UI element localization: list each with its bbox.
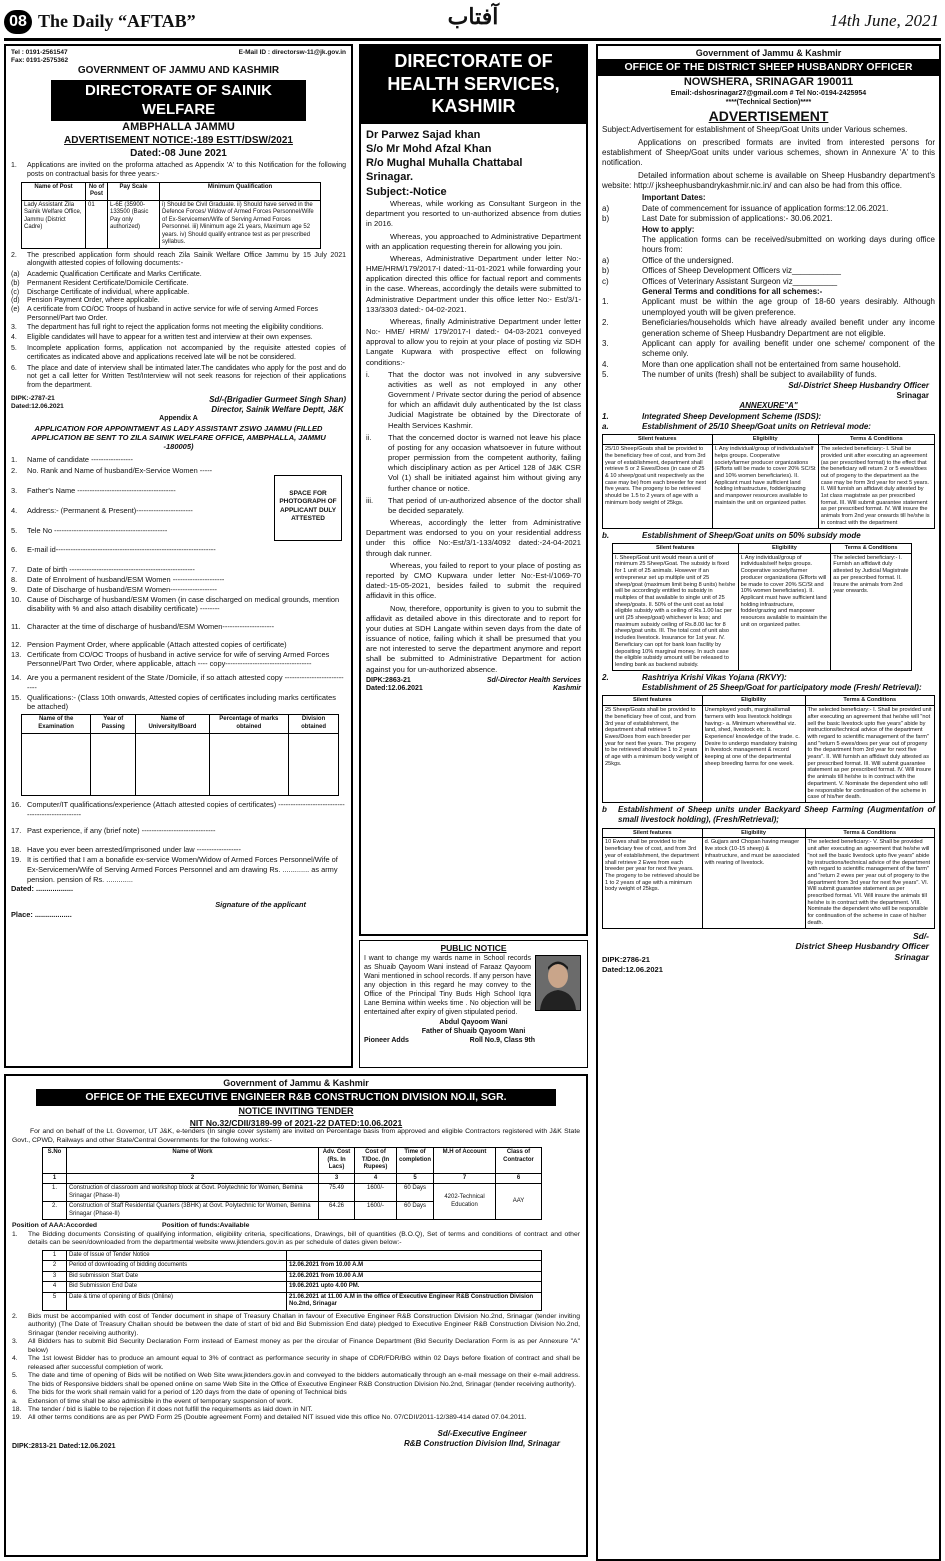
field-discharge: Date of Discharge of husband/ESM Women------------------- (27, 584, 217, 594)
works-class: AAY (496, 1184, 542, 1220)
sheep-husbandry-ad: Government of Jammu & Kashmir OFFICE OF THE DISTRICT SHEEP HUSBANDRY OFFICER NOWSHERA, SRINAGAR 190011 Email:-dshosrinagar27@gmail.com # Tel No:-0194-2425954 ****(Technical Section)**** ADVERTISEMENT Subject:Advertisement for establishment of Sheep/Goat Units under Various schemes. Applications on prescribed formats are invited from interested persons for establishment of Sheep/Goat units under various schemes, shown in Annexure 'A' to this notification. Detailed information about scheme is available on Sheep Husbandry department's website: http:// jksheephusbandrykashmir.nic.in/ and can also be had from this office. Important Dates: a) Date of commencement for issuance of application forms:12.06.2021. b) Last Date for submission of applications:- 30.06.2021. How to apply: The application forms can be received/submitted on working days during office hours from: a) Office of the undersigned. b) Offices of Sheep Development Officers viz___________ c) Offices of Veterinary Assistant Surgeon viz__________ General Terms and conditions for all schemes:- 1. Applicant must be within the age group of 18-60 years desirably. Although unemployed youth will be given preference. 2. Beneficiaries/households which have already availed benefit under any income generation scheme of Sheep Husbandry Department are not eligible. 3. Applicant can apply for availing benefit under one scheme/ component of the scheme only. 4. More than one application shall not be entertained from same household. 5. The number of units (fresh) shall be subject to availability of funds. Sd/-District Sheep Husbandry Officer Srinagar ANNEXURE"A" 1. Integrated Sheep Development Scheme (ISDS): a. Establishment of 25/10 Sheep/Goat units on Retrieval mode: Silent features Eligibility Terms & Conditions 25/10 Sheep/Goats shall be provided to the beneficiary free of cost, and from 3rd year of establishment, department shall retrieve 5 or 2 Ewes/Does (in case of 25 & 10 sheep/goat unit respectively as the case may be) from each breeder for next five years. The progeny to be retrieved should be 1.5 to 2 years of age with a minimum body weight of 25kgs. I. Any individual/group of individuals/self helps groups. Cooperative society/farmer producer organizations (Efforts will be made to cover 20% SC/St and 10% women beneficiaries). II. Applicant must have sufficient land holding infrastructure, fodder/grazing and manpower resources available to maintain the unit on organized patter. The selected beneficiary:- I. Shall be provided unit after executing an agreement (as per prescribed format) to the effect that the beneficiary will return 2 or 5 ewes/does out of progeny to the department as the case may be form 3rd year for next 5 years. II. Will furnish an affidavit duly attested by 1st class magistrate as per prescribed format. III. Will submit guarantee statement as per prescribed format. IV. Will insure the animals from 2nd year onwards till he/she is in contract with the department b. Establishment of Sheep/Goat units on 50% subsidy mode Silent features Eligibility Terms & Conditions I. Sheep/Goat unit would mean a unit of minimum 25 Sheep/Goat. The subsidy is fixed for 1 unit of 25 animals. However if an entrepreneur set up multiple unit of 25 sheep/goat (maximum limit being 8 units) he/she will be accordingly entitled to subsidy in multiples of that available to single unit of 25 sheep/goats. II. 50% of the unit cost as total eligible subsidy with a ceiling of Rs.1.00 lac per unit (25 sheep/goat) whichever is less; and maximum subsidy ceiling of Rs.8.00 lac for 8 sheep/goat units. III. The total cost of unit also includes livestock. Insurance for 1st year. IV. Beneficiary can opt for bank loan facility by depositing 10% marginal money. In such case the eligible subsidy amount will be released to lending bank as backend subsidy. I. Any individual/group of individuals/self helps groups. Cooperative society/farmer producer organizations (Efforts will be made to cover 20% SC/St and 10% women beneficiaries). II. Applicant must have sufficient land holding infrastructure, fodder/grazing and manpower resources available to maintain the unit on organized patter. The selected beneficiary:- I. Furnish an affidavit duly attested by Judicial Magistrate as per prescribed format. II. Insure the animals from 2nd year onwards. 2. Rashtriya Krishi Vikas Yojana (RKVY): Establishment of 25 Sheep/Goat for participatory mode (Fresh/ Retrieval): Silent features Eligibility Terms & Conditions 25 Sheep/Goats shall be provided to the beneficiary free of cost, and from 3rd year of establishment, the department shall retrieve 5 Ewes/Does from each breeder per year for next five years. The progeny to be retrieved should be 1 to 2 years of age with a minimum body weight of 25kgs. Unemployed youth, marginal/small farmers with less livestock holdings having:- a. Minimum wherewithal viz. land, shed, livestock etc. b. Experience/ knowledge of the trade. c. Desire to undergo mandatory training in livestock management & record keeping at one of the departmental sheep breeding farms for one week. The selected beneficiary:- I. Shall be provided unit after executing an agreement that he/she will "not sell the basic livestock upto five years" abide by instructions/technical advice of the department with regard to scientific management of the farm" and "return 5 ewes/does per year out of progeny to the department from 3rd year for next five years". II. Will furnish an affidavit duly attested as per prescribed format. III. Will submit guarantee statement as per prescribed format. IV. Will insure the animals till he/she is in contract with the department. V. Nominate the dependent who will be responsible for continuation of the scheme in case of his/her death. b Establishment of Sheep units under Backyard Sheep Farming (Augmentation of small livestock holding), (Fresh/Retrieval); Silent features Eligibility Terms & Conditions 10 Ewes shall be provided to the beneficiary free of cost, and from 3rd year of establishment, the department shall retrieve 2 Ewes from each breeder per year for next five years. The progeny to be retrieved should be 1 to 2 years of age with a minimum body weight of 25kgs. d. Gujjars and Chopan having meager live stock (10-15 sheep) & infrastructure, and must be associated with rearing of livestock. The selected beneficiary:- V. Shall be provided unit after executing an agreement that he/she will "not sell the basic livestock upto five years" abide by instructions/technical advice of the department with regard to scientific management of the farm" and "return 2 ewes per year out of progeny to the department from 3rd year for next five years". VI. Will submit guarantee statement as per prescribed format. VII. Will insure the animals till he/she is in contract with the department. VIII. Nominate the dependent who will be responsible for continuation of the scheme in case of his/her death. Sd/- DIPK:2786-21 Dated:12.06.2021 District Sheep Husbandry Officer Srinagar (596, 44, 941, 1561)
dipk-number: DIPK:-2787-21 (11, 394, 55, 402)
apply-a: Office of the undersigned. (642, 255, 734, 265)
field-tele: Tele No ---------------------------------------------- (27, 525, 168, 535)
td-qual: i) Should be Civil Graduate. ii) Should have served in the Defence Forces/ Widow of Armed Forces Personnel/Wife of Ex-Servicemen/Wife of Serving Armed Forces Personnel. iii) Minimum age 21 years, Maximum age 52 years. iv) Should qualify entrance test as per prescribed syllabus. (160, 200, 321, 248)
qh-year: Year of Passing (91, 715, 136, 734)
para-5: Incomplete application forms, application not accompanied by the requisite attested copies of certificates as indicated above and applications received late will be not be considered. (27, 345, 346, 361)
field-cause: Cause of Discharge of husband/ESM Women (in case discharged on medical grounds, mention disability with % and also attach disability certificate) -------- (27, 594, 340, 614)
t2-terms: The selected beneficiary:- I. Furnish an affidavit duly attested by Judicial Magistrate as per prescribed format. II. Insure the animals from 2nd year onwards. (831, 553, 912, 670)
health-date: Dated:12.06.2021 (366, 685, 423, 693)
health-para-7: Now, therefore, opportunity is given to you to submit the affidavit as detailed above in this directorate and to report for your duties at SDH Langate within seven days from the date of issuance of notice, failing which it shall be presumed that you are not interested to serve the department anymore and report shall be submitted to Administrative Department for action against you for un-authorized absence. (366, 603, 581, 674)
doc-b: Permanent Resident Certificate/Domicile Certificate. (27, 279, 189, 287)
doc-c: Discharge Certificate of individual, where applicable. (27, 288, 190, 296)
td-no: 01 (86, 200, 108, 248)
s5-label: Date & time of opening of Bids (Online) (67, 1292, 287, 1310)
apply-c: Offices of Veterinary Assistant Surgeon viz__________ (642, 276, 838, 286)
para-2: The prescribed application form should reach Zila Sainik Welfare Office Jammu by 15 July 2021 alongwith attested copies of following documents:- (27, 251, 346, 268)
notice-number: ADVERTISEMENT NOTICE:-189 ESTT/DSW/2021 (64, 135, 293, 146)
field-address: Address:- (Permanent & Present)----------------------- (27, 505, 193, 515)
w1-time: 60 Days (397, 1184, 434, 1202)
apply-a-label: a) (602, 255, 610, 265)
field-character: Character at the time of discharge of husband/ESM Women--------------------- (27, 622, 275, 632)
wn-6: 7 (434, 1173, 496, 1184)
field-father: Father's Name ---------------------------------------- (27, 486, 176, 496)
sheep-office: OFFICE OF THE DISTRICT SHEEP HUSBANDRY OFFICER (598, 59, 939, 76)
sheep-end-sd: Sd/- (912, 930, 929, 941)
funds-position: Position of funds:Available (162, 1222, 250, 1230)
dept-heading: DIRECTORATE OF SAINIK WELFARE (51, 80, 306, 122)
scheme-isds: Integrated Sheep Development Scheme (ISDS): (642, 411, 822, 421)
w2-adv: 64.26 (319, 1202, 355, 1220)
t2-h1: Silent features (613, 543, 739, 553)
term-1-num: 1. (602, 297, 609, 307)
w2-time: 60 Days (397, 1202, 434, 1220)
f15-num: 15. (11, 692, 22, 702)
rb-para-3: All Bidders has to submit Bid Security Declaration Form instead of Earnest money as per the circular of Finance Department (Bid Security Declaration Form is as per Annexure "A" below) (28, 1338, 580, 1354)
f17-num: 17. (11, 825, 22, 835)
nit-heading: NOTICE INVITING TENDER (238, 1106, 354, 1117)
rb-para-2: Bids must be accompanied with cost of Tender document in shape of Treasury Challan in favour of Executive Engineer R&B Construction Division No.2nd, Srinagar (tender inviting authority) (The Date of Treasury Challan should be between the date of start of bid and Bid Submission End date) pledged to Executive Engineer R&B Construction Division No.2nd, Srinagar (tender receiving authority). (28, 1312, 580, 1337)
term-4: More than one application shall not be entertained from same household. (642, 359, 901, 369)
wh-cost: Cost of T/Doc. (In Rupees) (355, 1148, 397, 1174)
field-computer: Computer/IT qualifications/experience (Attach attested copies of certificates) ------------------------------------------------- (27, 799, 345, 819)
cond-1-num: i. (366, 369, 370, 379)
sheep-para-2: Detailed information about scheme is available on Sheep Husbandry department's website: http:// jksheephusbandrykashmir.nic.in/ and can also be had from this office. (602, 170, 935, 191)
f8-num: 8. (11, 574, 18, 584)
s4-value: 19.06.2021 upto 4.00 PM. (287, 1282, 542, 1293)
field-experience: Past experience, if any (brief note) ------------------------------ (27, 825, 216, 835)
rp19-num: 19. (12, 1414, 22, 1422)
rb-para-1: The Bidding documents Consisting of qualifying information, eligibility criteria, specifications, Drawings, bill of quantities (B.O.Q), Set of terms and conditions of contract and other details can be seen/downloaded from the departmental website www.jktenders.gov.in as per schedule of dates given below:- (28, 1230, 580, 1247)
wn-3: 3 (319, 1173, 355, 1184)
issue-date: 14th June, 2021 (829, 11, 939, 30)
t4-eligibility: d. Gujjars and Chopan having meager live stock (10-15 sheep) & infrastructure, and must be associated with rearing of livestock. (702, 838, 805, 928)
rb-office: OFFICE OF THE EXECUTIVE ENGINEER R&B CONSTRUCTION DIVISION NO.II, SGR. (36, 1089, 556, 1106)
health-signatory: Sd/-Director Health Services (486, 676, 581, 684)
t4-h2: Eligibility (702, 828, 805, 838)
wh-mh: M.H of Account (434, 1148, 496, 1174)
doc-list (11, 271, 346, 324)
qh-div: Division obtained (289, 715, 339, 734)
backyard-table (602, 828, 935, 929)
w1-name: Construction of classroom and workshop block at Govt. Polytechnic for Women, Bemina Srinagar (Phase-II) (67, 1184, 319, 1202)
td-pay: L-6E (35900-133500 (Basic Pay only authorized) (108, 200, 160, 248)
f6-num: 6. (11, 545, 18, 555)
health-para-5: Whereas, accordingly the letter from Administrative Department was endorsed to you on your residential address under this office No:-Est/3/1-133/4092 dated:-24-04-2021 through dak runner. (366, 518, 581, 558)
t2-h2: Eligibility (738, 543, 831, 553)
date-commencement: Date of commencement for issuance of application forms:12.06.2021. (642, 203, 889, 213)
signatory-title: Director, Sainik Welfare Deptt, J&K (211, 404, 344, 414)
public-notice (359, 940, 588, 1068)
sheep-dipk-date: Dated:12.06.2021 (602, 964, 663, 974)
subsidy-table (612, 543, 912, 671)
td-post: Lady Assistant Zila Sainik Welfare Office, Jammu (District Cadre) (22, 200, 86, 248)
t3-h1: Silent features (603, 696, 703, 706)
terms-heading: General Terms and conditions for all schemes:- (642, 286, 823, 296)
masthead-rule (4, 38, 941, 41)
s2-value: 12.06.2021 from 10.00 A.M (287, 1261, 542, 1272)
s2-no: 2 (43, 1261, 67, 1272)
s5-no: 5 (43, 1292, 67, 1310)
s1-no: 1 (43, 1250, 67, 1261)
doc-a: Academic Qualification Certificate and Marks Certificate. (27, 271, 202, 278)
t3-h3: Terms & Conditions (805, 696, 935, 706)
t1-features: 25/10 Sheep/Goats shall be provided to the beneficiary free of cost, and from 3rd year of establishment, department shall retrieve 5 or 2 Ewes/Does (in case of 25 & 10 sheep/goat unit respectively as the case may be) from each breeder for next five years. The progeny to be retrieved should be 1.5 to 2 years of age with a minimum body weight of 25kgs. (603, 445, 713, 528)
sheep-para-1: Applications on prescribed formats are invited from interested persons for establishment of Sheep/Goat units under various schemes, shown in Annexure 'A' to this notification. (602, 137, 935, 168)
scheme-isds-retrieval: Establishment of 25/10 Sheep/Goat units on Retrieval mode: (642, 422, 871, 432)
addressee-name: Dr Parwez Sajad khan (366, 128, 481, 141)
qualification-table (21, 714, 339, 796)
doc-d-label: (d) (11, 297, 20, 305)
wn-5: 5 (397, 1173, 434, 1184)
doc-e-label: (e) (11, 306, 20, 313)
th-post: Name of Post (22, 182, 86, 200)
nit-number: NIT No.32/CDII/3189-99 of 2021-22 DATED:10.06.2021 (189, 1117, 403, 1128)
f9-num: 9. (11, 584, 18, 594)
doc-d: Pension Payment Order, where applicable. (27, 297, 160, 305)
f5-num: 5. (11, 525, 18, 535)
rb-para-18: The tender / bid is liable to be rejection if it does not fulfill the requirements as laid down in NIT. (28, 1406, 313, 1413)
sheep-section: ****(Technical Section)**** (725, 98, 812, 106)
th-qual: Minimum Qualification (160, 182, 321, 200)
field-email: E-mail id----------------------------------------------------------------- (27, 545, 216, 555)
t4-h1: Silent features (603, 828, 703, 838)
newspaper-name: The Daily “AFTAB” (38, 11, 196, 31)
email: E-Mail ID : directorsw-11@jk.gov.in (238, 49, 346, 56)
rp2-num: 2. (12, 1312, 18, 1320)
field-domicile: Are you a permanent resident of the State /Domicile, if so attach attested copy ---------------------------- (27, 673, 344, 692)
doc-e: A certificate from CO/OC Troops of husband in active service for wife of serving Armed Forces Personnel/Part two Order. (27, 306, 319, 322)
para-3: The department has full right to reject the application forms not meeting the eligibility conditions. (27, 323, 324, 331)
qh-pct: Percentage of marks obtained (209, 715, 289, 734)
rb-signatory-office: R&B Construction Division IInd, Srinagar (403, 1438, 560, 1448)
cond-3-num: iii. (366, 495, 374, 505)
works-table (42, 1147, 542, 1220)
wn-4: 4 (355, 1173, 397, 1184)
condition-1: That the doctor was not involved in any subversive activities as well as not employed in any other Government / Private sector during the period of absence for which an affidavit duly authenticated by the Ist class Judicial Magistrate be obtained by the Directorate of Health Services Kashmir. (388, 369, 581, 430)
wh-adv: Adv. Cost (Rs. In Lacs) (319, 1148, 355, 1174)
health-para-3: Whereas, Administrative Department under letter No:-HME/HRM/179/2017-I dated:-11-01-2021 while forwarding your application directed this office for factual report and comments in the case. Whereas, accordingly the details were submitted to Administrative Department under this office letter No:- Est/3/1-133/3303 dated:- 04-02-2021. (366, 253, 581, 314)
doc-a-label: (a) (11, 271, 20, 278)
health-signatory-place: Kashmir (552, 685, 581, 693)
dipk-date: Dated:12.06.2021 (11, 402, 64, 410)
appendix-label: Appendix A (159, 414, 198, 422)
rp18-num: 18. (12, 1406, 22, 1413)
field-rank: No. Rank and Name of husband/Ex-Service Women ----- (27, 466, 213, 476)
f10-num: 10. (11, 594, 22, 604)
t2-eligibility: I. Any individual/group of individuals/self helps groups. Cooperative society/farmer producer organizations (Efforts will be made to cover 20% SC/St and 10% women beneficiaries). II. Applicant must have sufficient land holding infrastructure, fodder/grazing and manpower resources available to maintain the unit on organized patter. (738, 553, 831, 670)
photo-box: SPACE FOR PHOTOGRAPH OF APPLICANT DULY ATTESTED (274, 475, 342, 541)
how-to-apply-text: The application forms can be received/submitted on working days during office hours from: (642, 235, 935, 255)
f3-num: 3. (11, 486, 18, 496)
s4-label: Bid Submission End Date (67, 1282, 287, 1293)
sheep-signatory-place: Srinagar (896, 390, 929, 400)
important-dates-heading: Important Dates: (642, 193, 706, 203)
f4-num: 4. (11, 505, 18, 515)
rb-para-19: All other terms conditions are as per PWD Form 25 (Double agreement Form) and detailed NIT issued vide this office No. 07/CDII/2011-12/389-414 dated 07.04.2011. (28, 1414, 527, 1422)
w2-name: Construction of Staff Residential Quarters (3BHK) at Govt. Polytechnic for Women, Bemina Srinagar (Phase-II) (67, 1202, 319, 1220)
field-certificate: Certificate from CO/OC Troops of husband in active service for wife of serving Armed Forces Personnel/Part Two Order, where applicable, attach ---- copy----------------------------------- (27, 649, 330, 669)
t1-h1: Silent features (603, 435, 713, 445)
term-2: Beneficiaries/households which have already availed benefit under any income generation scheme of Sheep Husbandry Department are not eligible. (642, 318, 935, 338)
qh-exam: Name of the Examination (22, 715, 91, 734)
cond-2-num: ii. (366, 432, 372, 442)
health-para-6: Whereas, you failed to report to your place of posting as reported by CMO Kupwara under letter No:-Est-I/1069-70 dated:-15-05-2021, besides failed to submit the required affidavit in this office. (366, 560, 581, 601)
pioneer-adds: Pioneer Adds (364, 1036, 409, 1044)
health-para-1: Whereas, while working as Consultant Surgeon in the department you resorted to un-authorized absence from duties in 2016. (366, 198, 581, 229)
rb-para-5: The date and time of opening of Bids will be notified on Web Site www.jktenders.gov.in and conveyed to the bidders automatically through an e-mail message on their e-mail address. The bids of Responsive bidders shall be opened online on same Web Site in the Office of Executive Engineer R&B Construction Division No.2nd, Srinagar (tender receiving authority). (28, 1372, 580, 1388)
wn-7: 6 (496, 1173, 542, 1184)
field-qualifications: Qualifications:- (Class 10th onwards, Attested copies of certificates including marks certificates be attached) (27, 692, 336, 712)
doc-c-label: (c) (11, 288, 20, 296)
field-enrol: Date of Enrolment of husband/ESM Women --------------------- (27, 574, 225, 584)
f2-num: 2. (11, 466, 18, 476)
notice-subject: Subject:-Notice (366, 185, 447, 198)
term-4-num: 4. (602, 359, 609, 369)
sheep-subject: Subject:Advertisement for establishment of Sheep/Goat Units under Various schemes. (602, 125, 908, 135)
sheep-signatory: Sd/-District Sheep Husbandry Officer (788, 380, 929, 390)
advertisement-heading: ADVERTISEMENT (708, 107, 829, 124)
isds-retrieval-table (602, 434, 935, 528)
apply-c-label: c) (602, 276, 609, 286)
t2-features: I. Sheep/Goat unit would mean a unit of minimum 25 Sheep/Goat. The subsidy is fixed for 1 unit of 25 animals. However if an entrepreneur set up multiple unit of 25 sheep/goat (maximum limit being 8 units) he/she will be accordingly entitled to subsidy in multiples of that available to single unit of 25 sheep/goats. II. 50% of the unit cost as total eligible subsidy with a ceiling of Rs.1.00 lac per unit (25 sheep/goat) whichever is less; and maximum subsidy ceiling of Rs.8.00 lac for 8 sheep/goat units. III. The total cost of unit also includes livestock. Insurance for 1st year. IV. Beneficiary can opt for bank loan facility by depositing 10% marginal money. In such case the eligible subsidy amount will be released to lending bank as backend subsidy. (613, 553, 739, 670)
wh-time: Time of completion (397, 1148, 434, 1174)
sainik-welfare-ad: Tel : 0191-2561547 Fax: 0191-2575362 E-Mail ID : directorsw-11@jk.gov.in GOVERNMENT OF JAMMU AND KASHMIR DIRECTORATE OF SAINIK WELFARE AMBPHALLA JAMMU ADVERTISEMENT NOTICE:-189 ESTT/DSW/2021 Dated:-08 June 2021 1. Applications are invited on the proforma attached as Appendix 'A' to this Notification for the following posts on contractual basis for three years:- Name of Post No of Post Pay Scale Minimum Qualification Lady Assistant Zila Sainik Welfare Office, Jammu (District Cadre) 01 L-6E (35900-133500 (Basic Pay only authorized) i) Should be Civil Graduate. ii) Should have served in the Defence Forces/ Widow of Armed Forces Personnel/Wife of Ex-Servicemen/Wife of Serving Armed Forces Personnel. iii) Minimum age 21 years, Maximum age 52 years. iv) Should qualify entrance test as per prescribed syllabus. 2. The prescribed application form should reach Zila Sainik Welfare Office Jammu by 15 July 2021 alongwith attested copies of following documents:- (a) Academic Qualification Certificate and Marks Certificate. (b) Permanent Resident Certificate/Domicile Certificate. (c) Discharge Certificate of individual, where applicable. (d) Pension Payment Order, where applicable. (e) A certificate from CO/OC Troops of husband in active service for wife of serving Armed Forces Personnel/Part two Order. 3. The department has full right to reject the application forms not meeting the eligibility conditions. 4. Eligible candidates will have to appear for a written test and interview at their own expenses. 5. Incomplete application forms, application not accompanied by the requisite attested copies of certificates as indicated above and applications received late will be not be considered. 6. The place and date of interview shall be intimated later.The candidates who apply for the post and do not get a call letter for Written Test/Interview will not seek reasons for rejection of their applications from the department. DIPK:-2787-21 Dated:12.06.2021 Sd/-(Brigadier Gurmeet Singh Shan) Director, Sainik Welfare Deptt, J&K Appendix A APPLICATION FOR APPOINTMENT AS LADY ASSISTANT ZSWO JAMMU (FILLED APPLICATION BE SENT TO ZILA SAINIK WELFARE OFFICE, AMBPHALLA, JAMMU -180005) SPACE FOR PHOTOGRAPH OF APPLICANT DULY ATTESTED 1. Name of candidate ----------------- 2. No. Rank and Name of husband/Ex-Service Women ----- 3. Father's Name ---------------------------------------- 4. Address:- (Permanent & Present)----------------------- 5. Tele No ---------------------------------------------- 6. E-mail id----------------------------------------------------------------- 7. Date of birth --------------------------------------------------- 8. Date of Enrolment of husband/ESM Women --------------------- 9. Date of Discharge of husband/ESM Women------------------- 10. Cause of Discharge of husband/ESM Women (in case discharged on medical grounds, mention disability with % and also attach disability certificate) -------- 11. Character at the time of discharge of husband/ESM Women--------------------- 12. Pension Payment Order, where applicable (Attach attested copies of certificate) 13. Certificate from CO/OC Troops of husband in active service for wife of serving Armed Forces Personnel/Part Two Order, where applicable, attach ---- copy----------------------------------- 14. Are you a permanent resident of the State /Domicile, if so attach attested copy ---------------------------- 15. Qualifications:- (Class 10th onwards, Attested copies of certificates including marks certificates be attached) Name of the Examination Year of Passing Name of University/Board Percentage of marks obtained Division obtained 16. Computer/IT qualifications/experience (Attach attested copies of certificates) ------------------------------------------------- 17. Past experience, if any (brief note) ------------------------------ 18. Have you ever been arrested/imprisoned under law ------------------ 19. It is certified that I am a bonafide ex-service Women/Widow of Armed Forces Personnel/Wife of Ex-Servicemen/Wife of Serving Armed Forces Personnel and am drawing Rs. ............. as army pension. pension of Rs. ............. Dated: .................. Place: .................. Signature of the applicant (4, 44, 353, 1068)
scheme-rkvy-participatory: Establishment of 25 Sheep/Goat for participatory mode (Fresh/ Retrieval): (642, 683, 922, 693)
wh-class: Class of Contractor (496, 1148, 542, 1174)
t4-terms: The selected beneficiary:- V. Shall be provided unit after executing an agreement that he/she will "not sell the basic livestock upto five years" abide by instructions/technical advice of the department with regard to scientific management of the farm" and "return 2 ewes per year out of progeny to the department from 3rd year for next five years". VI. Will submit guarantee statement as per prescribed format. VII. Will insure the animals till he/she is in contract with the department. VIII. Nominate the dependent who will be responsible for continuation of the scheme in case of his/her death. (805, 838, 935, 928)
rpa-num: a. (12, 1397, 18, 1405)
public-notice-title: PUBLIC NOTICE (440, 943, 507, 953)
rb-para-4: The 1st lowest Bidder has to produce an amount equal to 3% of contract as performance security in shape of CDR/FDR/BG within 02 Days before fixation of contract and shall be released after successful completion of work. (28, 1355, 580, 1371)
f14-num: 14. (11, 673, 22, 683)
term-5: The number of units (fresh) shall be subject to availability of funds. (642, 370, 877, 380)
aaa-position: Position of AAA:Accorded (12, 1222, 98, 1230)
w1-adv: 75.49 (319, 1184, 355, 1202)
rb-intro: For and on behalf of the Lt. Governor, UT J&K, e-tenders (In single cover system) are invited on Percentage basis from approved and eligible Contractors registered with J&K State Govt., CPWD, Railways and other State/Central Governments for the following works:- (12, 1128, 580, 1144)
post-table (21, 182, 321, 249)
f12-num: 12. (11, 639, 22, 649)
tel: Tel : 0191-2561547 (11, 49, 68, 56)
applicant-signature: Signature of the applicant (215, 900, 306, 910)
qh-univ: Name of University/Board (136, 715, 209, 734)
fax: Fax: 0191-2575362 (11, 57, 69, 65)
rb-signatory: Sd/-Executive Engineer (437, 1428, 527, 1438)
page-number: 08 (4, 10, 32, 34)
rp6-num: 6. (12, 1389, 18, 1397)
t4-h3: Terms & Conditions (805, 828, 935, 838)
health-heading: DIRECTORATE OF HEALTH SERVICES, KASHMIR (361, 46, 586, 124)
scheme-subsidy: Establishment of Sheep/Goat units on 50% subsidy mode (642, 530, 861, 540)
t1-h3: Terms & Conditions (818, 435, 934, 445)
addressee-father: S/o Mr Mohd Afzal Khan (366, 142, 492, 155)
date-a-label: a) (602, 203, 610, 213)
f13-num: 13. (11, 649, 22, 659)
field-dob: Date of birth --------------------------------------------------- (27, 565, 195, 575)
place-heading: AMBPHALLA JAMMU (122, 121, 235, 134)
f16-num: 16. (11, 799, 22, 809)
sheep-contact: Email:-dshosrinagar27@gmail.com # Tel No:-0194-2425954 (670, 90, 867, 98)
addressee-residence: R/o Mughal Muhalla Chattabal (366, 157, 523, 170)
f19-num: 19. (11, 855, 22, 865)
how-to-apply-heading: How to apply: (642, 224, 695, 234)
sheep-end-place: Srinagar (894, 951, 929, 962)
sheep-end-title: District Sheep Husbandry Officer (795, 941, 929, 952)
schedule-table (42, 1250, 542, 1311)
health-services-notice (359, 44, 588, 936)
t3-features: 25 Sheep/Goats shall be provided to the beneficiary free of cost, and from 3rd year of establishment, the department shall retrieve 5 Ewes/Does from each breeder per year for next five years. The progeny to be retrieved should be 1 to 2 years of age with a minimum body weight of 25kgs. (603, 706, 703, 803)
rkvy-table (602, 695, 935, 803)
public-sign-3: Roll No.9, Class 9th (469, 1036, 535, 1044)
condition-3: That period of un-authorized absence of the doctor shall be decided separately. (388, 495, 581, 515)
apply-b: Offices of Sheep Development Officers viz___________ (642, 266, 841, 276)
f11-num: 11. (11, 622, 21, 632)
term-2-num: 2. (602, 318, 609, 328)
t3-eligibility: Unemployed youth, marginal/small farmers with less livestock holdings having:- a. Minimum wherewithal viz. land, shed, livestock etc. b. Experience/ knowledge of the trade. c. Desire to undergo mandatory training in livestock management & record keeping at one of the departmental sheep breeding farms for one week. (702, 706, 805, 803)
newspaper-logo: آفتاب (447, 4, 499, 30)
s5-value: 21.06.2021 at 11.00 A.M in the office of Executive Engineer R&B Construction Division No.2nd, Srinagar (287, 1292, 542, 1310)
s2-label: Period of downloading of bidding documents (67, 1261, 287, 1272)
health-para-2: Whereas, you approached to Administrative Department with an application requesting therein for allowing you join. (366, 231, 581, 251)
s3-value: 12.06.2021 from 10.00 A.M (287, 1271, 542, 1282)
field-certified: It is certified that I am a bonafide ex-service Women/Widow of Armed Forces Personnel/Wife of Ex-Servicemen/Wife of Serving Armed Forces Personnel and am drawing Rs. ............. as army pension. pension of Rs. ............. (27, 855, 338, 884)
application-title: APPLICATION FOR APPOINTMENT AS LADY ASSISTANT ZSWO JAMMU (FILLED APPLICATION BE SENT TO ZILA SAINIK WELFARE OFFICE, AMBPHALLA, JAMMU -180005) (31, 423, 326, 452)
t2-h3: Terms & Conditions (831, 543, 912, 553)
rb-dipk: DIPK:2813-21 Dated:12.06.2021 (12, 1442, 116, 1450)
rb-tender-notice: Government of Jammu & Kashmir OFFICE OF THE EXECUTIVE ENGINEER R&B CONSTRUCTION DIVISION NO.II, SGR. NOTICE INVITING TENDER NIT No.32/CDII/3189-99 of 2021-22 DATED:10.06.2021 For and on behalf of the Lt. Governor, UT J&K, e-tenders (In single cover system) are invited on Percentage basis from approved and eligible Contractors registered with J&K State Govt., CPWD, Railways and other State/Central Governments for the following works:- S.No Name of Work Adv. Cost (Rs. In Lacs) Cost of T/Doc. (In Rupees) Time of completion M.H of Account Class of Contractor 1 2 3 4 5 7 6 1. Construction of classroom and workshop block at Govt. Polytechnic for Women, Bemina Srinagar (Phase-II) 75.49 1600/- 60 Days 4202-Technical Education AAY 2. Construction of Staff Residential Quarters (3BHK) at Govt. Polytechnic for Women, Bemina Srinagar (Phase-II) 64.26 1600/- 60 Days Position of AAA:Accorded Position of funds:Available 1. The Bidding documents Consisting of qualifying information, eligibility criteria, specifications, Drawings, bill of quantities (B.O.Q), Set of terms and conditions of contract and other details can be seen/downloaded from the departmental website www.jktenders.gov.in as per schedule of dates given below:- 1 Date of Issue of Tender Notice 2 Period of downloading of bidding documents 12.06.2021 from 10.00 A.M 3 Bid submission Start Date 12.06.2021 from 10.00 A.M 4 Bid Submission End Date 19.06.2021 upto 4.00 PM. 5 Date & time of opening of Bids (Online) 21.06.2021 at 11.00 A.M in the office of Executive Engineer R&B Construction Division No.2nd, Srinagar 2. Bids must be accompanied with cost of Tender document in shape of Treasury Challan in favour of Executive Engineer R&B Construction Division No.2nd, Srinagar (tender inviting authority) (The Date of Treasury Challan should be between the date of start of bid and Bid Submission End date) pledged to Executive Engineer R&B Construction Division No.2nd, Srinagar (tender receiving authority). 3. All Bidders has to submit Bid Security Declaration Form instead of Earnest money as per the circular of Finance Department (Bid Security Declaration Form is as per Annexure "A" below) 4. The 1st lowest Bidder has to produce an amount equal to 3% of contract as performance security in shape of CDR/FDR/BG within 02 Days before fixation of contract and shall be released after successful completion of work. 5. The date and time of opening of Bids will be notified on Web Site www.jktenders.gov.in and conveyed to the bidders automatically through an e-mail message on their e-mail address. The bids of Responsive bidders shall be opened online on same Web Site in the Office of Executive Engineer R&B Construction Division No.2nd, Srinagar (tender receiving authority). 6. The bids for the work shall remain valid for a period of 120 days from the date of opening of Technical bids a. Extension of time shall be also admissible in the event of temporary suspension of work. 18. The tender / bid is liable to be rejection if it does not fulfill the requirements as laid down in NIT. 19. All other terms conditions are as per PWD Form 25 (Double agreement Form) and detailed NIT issued vide this office No. 07/CDII/2011-12/389-414 dated 07.04.2011. DIPK:2813-21 Dated:12.06.2021 Sd/-Executive Engineer R&B Construction Division IInd, Srinagar (4, 1074, 588, 1557)
annexure-heading: ANNEXURE"A" (739, 401, 798, 411)
sheep-place: NOWSHERA, SRINAGAR 190011 (683, 76, 854, 89)
w2-cost: 1600/- (355, 1202, 397, 1220)
rp5-num: 5. (12, 1372, 18, 1380)
place-line: Place: .................. (11, 910, 72, 920)
t3-h2: Eligibility (702, 696, 805, 706)
wn-1: 1 (43, 1173, 67, 1184)
para-4: Eligible candidates will have to appear for a written test and interview at their own expenses. (27, 334, 313, 342)
public-sign-2: Father of Shuaib Qayoom Wani (421, 1028, 526, 1036)
rb-para-6: The bids for the work shall remain valid for a period of 120 days from the date of opening of Technical bids (28, 1389, 347, 1397)
para-6: The place and date of interview shall be intimated later.The candidates who apply for the post and do not get a call letter for Written Test/Interview will not seek reasons for rejection of their applications from the department. (27, 364, 346, 389)
scheme-rkvy: Rashtriya Krishi Vikas Yojana (RKVY): (642, 672, 787, 682)
addressee-city: Srinagar. (366, 171, 414, 184)
f18-num: 18. (11, 845, 22, 855)
field-ppo: Pension Payment Order, where applicable (Attach attested copies of certificate) (27, 639, 287, 649)
notice-date: Dated:-08 June 2021 (130, 147, 227, 159)
public-sign-1: Abdul Qayoom Wani (439, 1019, 508, 1027)
wh-sno: S.No (43, 1148, 67, 1174)
masthead (0, 0, 945, 40)
apply-b-label: b) (602, 266, 610, 276)
field-name: Name of candidate ----------------- (27, 454, 133, 464)
t4-features: 10 Ewes shall be provided to the beneficiary free of cost, and from 3rd year of establishment, the department shall retrieve 2 Ewes from each breeder per year for next five years. The progeny to be retrieved should be 1 to 2 years of age with a minimum body weight of 25kgs. (603, 838, 703, 928)
s3-no: 3 (43, 1271, 67, 1282)
person-photo-icon (536, 956, 580, 1010)
term-3-num: 3. (602, 338, 609, 348)
public-notice-text: I want to change my wards name in School records as Shuaib Qayoom Wani instead of Faraaz Qayoom Wani mentioned in school records. If any person have any objection in this regard he may convey to the Office of the Principal Tiny Buds High School Iqra Lane Bemina within weeks time . No objection will be entertained after expiry of given stipulated period. (364, 954, 531, 1017)
th-no: No of Post (86, 182, 108, 200)
t1-terms: The selected beneficiary:- I. Shall be provided unit after executing an agreement (as per prescribed format) to the effect that the beneficiary will return 2 or 5 ewes/does out of progeny to the department as the case may be form 3rd year for next 5 years. II. Will furnish an affidavit duly attested by 1st class magistrate as per prescribed format. III. Will submit guarantee statement as per prescribed format. IV. Will insure the animals from 2nd year onwards till he/she is in contract with the department (818, 445, 934, 528)
field-arrested: Have you ever been arrested/imprisoned under law ------------------ (27, 845, 241, 855)
doc-b-label: (b) (11, 279, 20, 287)
para-1: Applications are invited on the proforma attached as Appendix 'A' to this Notification for the following posts on contractual basis for three years:- (27, 162, 346, 178)
sheep-govt: Government of Jammu & Kashmir (695, 48, 842, 58)
wn-2: 2 (67, 1173, 319, 1184)
s4-no: 4 (43, 1282, 67, 1293)
date-last-submission: Last Date for submission of applications:- 30.06.2021. (642, 214, 833, 224)
rp3-num: 3. (12, 1338, 18, 1346)
s1-label: Date of Issue of Tender Notice (67, 1250, 287, 1261)
term-3: Applicant can apply for availing benefit under one scheme/ component of the scheme only. (642, 338, 935, 359)
condition-2: That the concerned doctor is warned not leave his place of posting for any occasion whatsoever in future without proper permission from the competent authority, failing which disciplinary action as per Articel 128 of J&K CSR Vol (1) shall be initiated against him without giving any further chance or notice. (388, 432, 581, 493)
t1-eligibility: I. Any individual/group of individuals/self helps groups. Cooperative society/farmer producer organizations (Efforts will be made to cover 20% SC/St and 10% women beneficiaries). II. Applicant must have sufficient land holding infrastructure, fodder/grazing and manpower resources available to maintain the unit on organized patter. (712, 445, 818, 528)
f1-num: 1. (11, 454, 18, 464)
term-1: Applicant must be within the age group of 18-60 years desirably. Although unemployed youth will be given preference. (642, 297, 935, 317)
health-para-4: Whereas, finally Administrative Department under letter No:- HME/ HRM/ 179/2017-I dated:- 04-03-2021 conveyed approval to allow you to rejoin at your place of posting viz SDH Langate Kupwara with prospective effect on following conditions:- (366, 316, 581, 367)
t3-terms: The selected beneficiary:- I. Shall be provided unit after executing an agreement that he/she will "not sell the basic livestock upto five years" abide by instructions/technical advice of the department with regard to scientific management of the farm" and "return 5 ewes/does per year out of progeny to the department from 3rd year for next five years". II. Will furnish an affidavit duly attested as per prescribed format. III. Will submit guarantee statement as per prescribed format. IV. Will insure the animals till he/she is in contract with the department. V. Nominate the dependent who will be responsible for continuation of the scheme in case of his/her death. (805, 706, 935, 803)
w1-sno: 1. (43, 1184, 67, 1202)
rb-govt: Government of Jammu & Kashmir (223, 1078, 369, 1088)
term-5-num: 5. (602, 370, 609, 380)
s3-label: Bid submission Start Date (67, 1271, 287, 1282)
applicant-photo (535, 955, 581, 1011)
f7-num: 7. (11, 565, 18, 575)
w2-sno: 2. (43, 1202, 67, 1220)
signatory: Sd/-(Brigadier Gurmeet Singh Shan) (209, 394, 346, 404)
sheep-dipk: DIPK:2786-21 (602, 955, 650, 965)
dated-line: Dated: .................. (11, 884, 74, 894)
rb-para-a: Extension of time shall be also admissible in the event of temporary suspension of work. (28, 1397, 293, 1405)
govt-heading: GOVERNMENT OF JAMMU AND KASHMIR (77, 65, 280, 77)
w1-cost: 1600/- (355, 1184, 397, 1202)
wh-name: Name of Work (67, 1148, 319, 1174)
s1-value (287, 1250, 542, 1261)
rp4-num: 4. (12, 1355, 18, 1363)
works-mh: 4202-Technical Education (434, 1184, 496, 1220)
scheme-backyard: Establishment of Sheep units under Backyard Sheep Farming (Augmentation of small livestock holding), (Fresh/Retrieval); (618, 804, 935, 825)
th-pay: Pay Scale (108, 182, 160, 200)
health-dipk: DIPK:2863-21 (366, 676, 411, 684)
t1-h2: Eligibility (712, 435, 818, 445)
date-b-label: b) (602, 214, 610, 224)
